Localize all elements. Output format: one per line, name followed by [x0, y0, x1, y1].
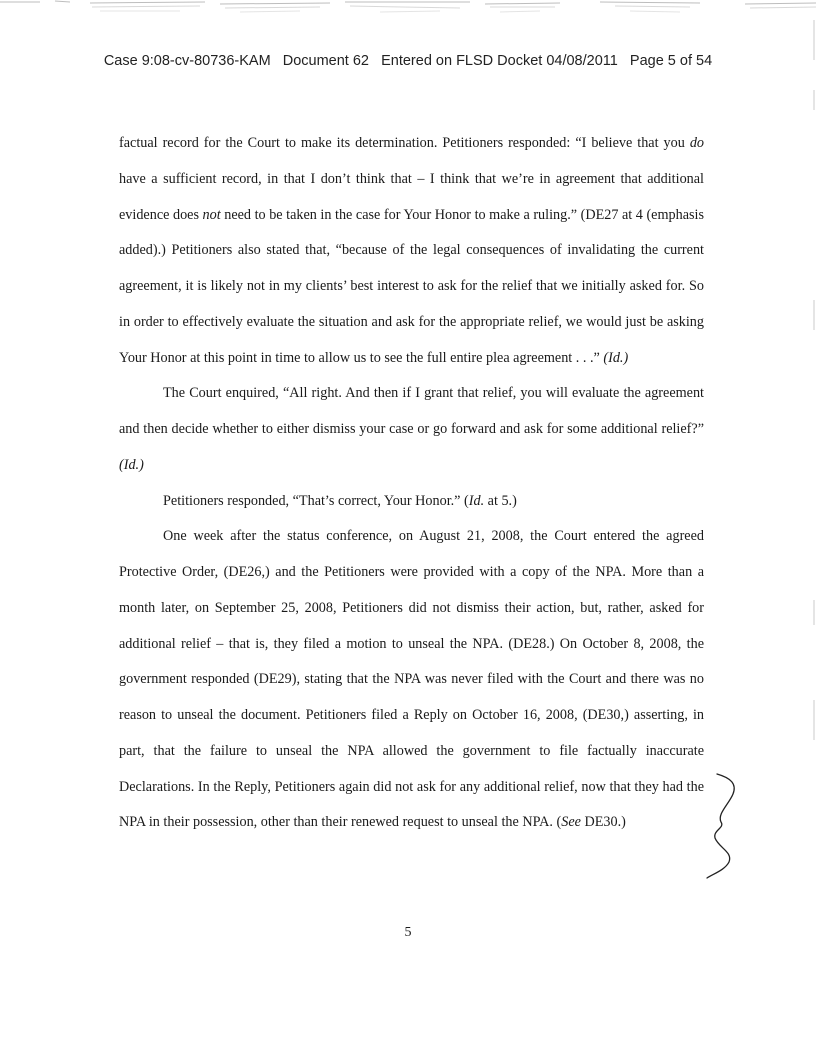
italic-text: Id.	[468, 492, 485, 509]
scan-right-edge	[810, 0, 816, 1056]
scan-edge-artifact	[0, 0, 816, 14]
paragraph-text: The Court enquired, “All right. And then if I grant that relief, you will evaluate the agreement and then decide whether to either dismiss your case or go forward and ask for some additional relief?”	[119, 385, 704, 437]
italic-text: do	[689, 135, 704, 151]
handwritten-bracket-mark	[703, 770, 743, 880]
body-paragraph	[119, 126, 704, 376]
paragraph-text: Petitioners responded, “That’s correct, Your Honor.” (	[163, 492, 469, 509]
docket-header	[0, 53, 816, 69]
italic-text: (Id.)	[603, 349, 629, 366]
paragraph-text: factual record for the Court to make its determination. Petitioners responded: “I believe that you	[119, 135, 690, 151]
italic-text: (Id.)	[119, 456, 144, 473]
paragraph-text: have a sufficient record, in that I don’t think that – I think that we’re in agreement that additional evidence does	[119, 170, 704, 223]
docket-entry: Entered on FLSD Docket 04/08/2011	[381, 53, 618, 69]
paragraph-text: DE30.)	[580, 814, 626, 831]
italic-text: See	[561, 814, 581, 831]
body-paragraph	[119, 376, 704, 483]
body-paragraph	[119, 519, 704, 841]
document-number: Document 62	[282, 53, 369, 69]
paragraph-text: need to be taken in the case for Your Honor to make a ruling.” (DE27 at 4 (emphasis added).) Petitioners also stated that, “because of the legal consequences of invalidating the current agreement, it is likely not in my clients’ best interest to ask for the relief that we initially asked for. So in order to effectively evaluate the situation and ask for the appropriate relief, we would just be asking Your Honor at this point in time to allow us to see the full entire plea agreement . . .”	[119, 206, 704, 366]
page-number: 5	[404, 925, 412, 940]
document-body	[119, 126, 704, 841]
paragraph-text: at 5.)	[484, 492, 517, 509]
case-number: Case 9:08-cv-80736-KAM	[103, 53, 271, 69]
body-paragraph	[119, 484, 704, 520]
page-count: Page 5 of 54	[629, 53, 713, 69]
paragraph-text: One week after the status conference, on August 21, 2008, the Court entered the agreed Protective Order, (DE26,) and the Petitioners were provided with a copy of the NPA. More than a month later, on September 25, 2008, Petitioners did not dismiss their action, but, rather, asked for additional relief – that is, they filed a motion to unseal the NPA. (DE28.) On October 8, 2008, the government responded (DE29), stating that the NPA was never filed with the Court and there was no reason to unseal the document. Petitioners filed a Reply on October 16, 2008, (DE30,) asserting, in part, that the failure to unseal the NPA allowed the government to file factually inaccurate Declarations. In the Reply, Petitioners again did not ask for any additional relief, now that they had the NPA in their possession, other than their renewed request to unseal the NPA. (	[119, 528, 704, 831]
italic-text: not	[202, 206, 221, 223]
